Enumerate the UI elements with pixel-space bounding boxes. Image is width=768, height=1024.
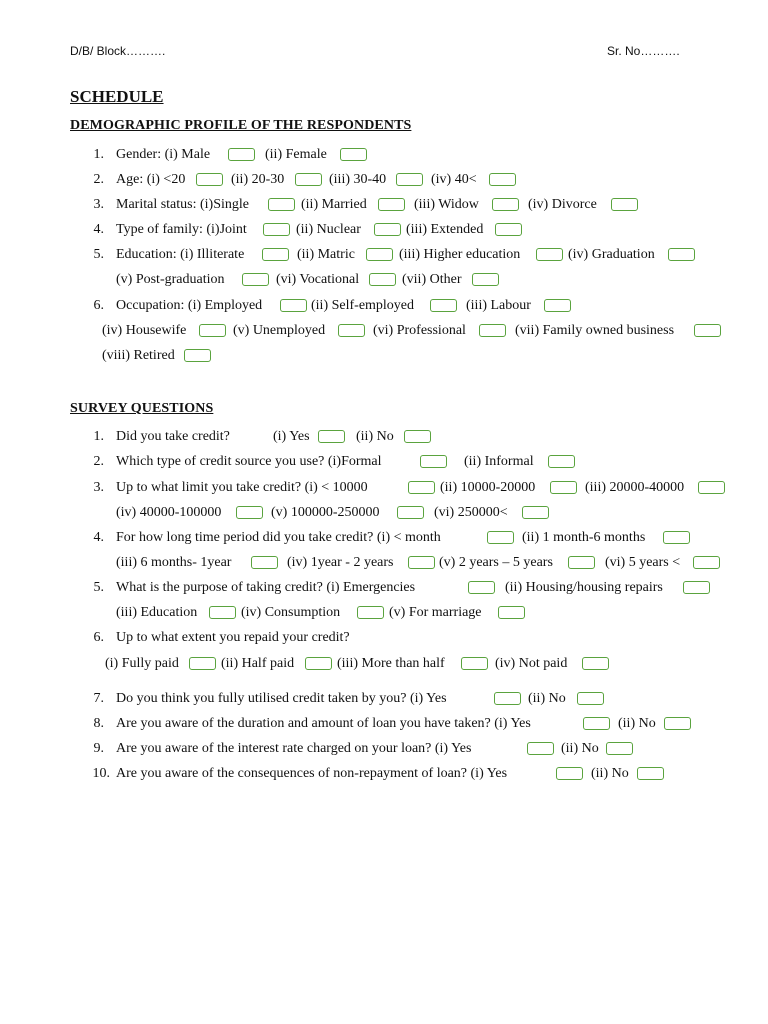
age-20-30-checkbox[interactable] <box>295 173 322 186</box>
age-20-30-label: (ii) 20-30 <box>231 172 285 187</box>
q3-100000-250000-checkbox[interactable] <box>397 506 424 519</box>
occupation-label: Occupation: (i) Employed <box>116 298 263 313</box>
q5-education-checkbox[interactable] <box>209 606 236 619</box>
q4-under-month-checkbox[interactable] <box>487 531 514 544</box>
q9-no-checkbox[interactable] <box>606 742 633 755</box>
family-type-label: Type of family: (i)Joint <box>116 222 247 237</box>
q3-over250000-checkbox[interactable] <box>522 506 549 519</box>
education-postgrad-label: (v) Post-graduation <box>116 272 225 287</box>
q6-text: Up to what extent you repaid your credit? <box>116 630 350 645</box>
q1-yes-label: (i) Yes <box>273 429 310 444</box>
marital-divorce-checkbox[interactable] <box>611 198 638 211</box>
marital-divorce-label: (iv) Divorce <box>528 197 597 212</box>
q5-housing-label: (ii) Housing/housing repairs <box>505 580 663 595</box>
q9-no-label: (ii) No <box>561 741 599 756</box>
item-number: 8. <box>93 716 104 731</box>
q5-marriage-checkbox[interactable] <box>498 606 525 619</box>
gender-label: Gender: (i) Male <box>116 147 211 162</box>
q4-over-5-years-checkbox[interactable] <box>693 556 720 569</box>
gender-female-checkbox[interactable] <box>340 148 367 161</box>
q6-not-paid-label: (iv) Not paid <box>495 656 568 671</box>
q8-yes-checkbox[interactable] <box>583 717 610 730</box>
occupation-self-employed-checkbox[interactable] <box>430 299 457 312</box>
education-graduation-checkbox[interactable] <box>668 248 695 261</box>
education-label: Education: (i) Illiterate <box>116 247 245 262</box>
education-higher-checkbox[interactable] <box>536 248 563 261</box>
q5-emergencies-checkbox[interactable] <box>468 581 495 594</box>
q3-over250000-label: (vi) 250000< <box>434 505 508 520</box>
age-30-40-checkbox[interactable] <box>396 173 423 186</box>
q5-text: What is the purpose of taking credit? (i) Emergencies <box>116 580 416 595</box>
item-number: 6. <box>93 298 104 313</box>
occupation-labour-checkbox[interactable] <box>544 299 571 312</box>
q2-formal-checkbox[interactable] <box>420 455 447 468</box>
q6-more-than-half-label: (iii) More than half <box>337 656 445 671</box>
q2-informal-checkbox[interactable] <box>548 455 575 468</box>
education-vocational-label: (vi) Vocational <box>276 272 360 287</box>
q8-no-label: (ii) No <box>618 716 656 731</box>
gender-female-label: (ii) Female <box>265 147 327 162</box>
q4-text: For how long time period did you take credit? (i) < month <box>116 530 441 545</box>
q4-1-6-months-checkbox[interactable] <box>663 531 690 544</box>
q4-1-6-months-label: (ii) 1 month-6 months <box>522 530 646 545</box>
q6-half-paid-label: (ii) Half paid <box>221 656 295 671</box>
q5-consumption-checkbox[interactable] <box>357 606 384 619</box>
q1-yes-checkbox[interactable] <box>318 430 345 443</box>
q6-fully-paid-checkbox[interactable] <box>189 657 216 670</box>
family-nuclear-label: (ii) Nuclear <box>296 222 361 237</box>
q1-no-label: (ii) No <box>356 429 394 444</box>
occupation-retired-label: (viii) Retired <box>102 348 175 363</box>
q8-text: Are you aware of the duration and amount of loan you have taken? (i) Yes <box>116 716 531 731</box>
age-label: Age: (i) <20 <box>116 172 186 187</box>
item-number: 1. <box>93 429 104 444</box>
q9-text: Are you aware of the interest rate charged on your loan? (i) Yes <box>116 741 472 756</box>
q4-1-2-years-label: (iv) 1year - 2 years <box>287 555 394 570</box>
item-number: 3. <box>93 480 104 495</box>
q2-informal-label: (ii) Informal <box>464 454 534 469</box>
demographic-heading: DEMOGRAPHIC PROFILE OF THE RESPONDENTS <box>70 118 412 133</box>
marital-widow-checkbox[interactable] <box>492 198 519 211</box>
age-30-40-label: (iii) 30-40 <box>329 172 387 187</box>
q7-no-checkbox[interactable] <box>577 692 604 705</box>
q10-no-checkbox[interactable] <box>637 767 664 780</box>
q3-text: Up to what limit you take credit? (i) < 10000 <box>116 480 368 495</box>
q3-40000-100000-checkbox[interactable] <box>236 506 263 519</box>
q6-half-paid-checkbox[interactable] <box>305 657 332 670</box>
item-number: 6. <box>93 630 104 645</box>
item-number: 2. <box>93 454 104 469</box>
q5-marriage-label: (v) For marriage <box>389 605 482 620</box>
marital-married-checkbox[interactable] <box>378 198 405 211</box>
education-graduation-label: (iv) Graduation <box>568 247 655 262</box>
occupation-unemployed-checkbox[interactable] <box>338 324 365 337</box>
q6-more-than-half-checkbox[interactable] <box>461 657 488 670</box>
education-vocational-checkbox[interactable] <box>369 273 396 286</box>
education-illiterate-checkbox[interactable] <box>262 248 289 261</box>
q3-40000-100000-label: (iv) 40000-100000 <box>116 505 222 520</box>
marital-married-label: (ii) Married <box>301 197 367 212</box>
occupation-professional-label: (vi) Professional <box>373 323 466 338</box>
q6-fully-paid-label: (i) Fully paid <box>105 656 179 671</box>
item-number: 10. <box>92 766 110 781</box>
education-higher-label: (iii) Higher education <box>399 247 521 262</box>
occupation-unemployed-label: (v) Unemployed <box>233 323 326 338</box>
q7-text: Do you think you fully utilised credit taken by you? (i) Yes <box>116 691 447 706</box>
item-number: 7. <box>93 691 104 706</box>
q7-no-label: (ii) No <box>528 691 566 706</box>
q4-over-5-years-label: (vi) 5 years < <box>605 555 681 570</box>
age-over40-checkbox[interactable] <box>489 173 516 186</box>
marital-widow-label: (iii) Widow <box>414 197 479 212</box>
q8-no-checkbox[interactable] <box>664 717 691 730</box>
occupation-family-business-label: (vii) Family owned business <box>515 323 675 338</box>
q3-20000-40000-checkbox[interactable] <box>698 481 725 494</box>
occupation-retired-checkbox[interactable] <box>184 349 211 362</box>
age-over40-label: (iv) 40< <box>431 172 477 187</box>
occupation-housewife-label: (iv) Housewife <box>102 323 187 338</box>
occupation-housewife-checkbox[interactable] <box>199 324 226 337</box>
q10-yes-checkbox[interactable] <box>556 767 583 780</box>
q4-6m-1y-label: (iii) 6 months- 1year <box>116 555 232 570</box>
family-joint-checkbox[interactable] <box>263 223 290 236</box>
item-number: 4. <box>93 530 104 545</box>
q3-10000-20000-checkbox[interactable] <box>550 481 577 494</box>
q5-education-label: (iii) Education <box>116 605 198 620</box>
q5-consumption-label: (iv) Consumption <box>241 605 341 620</box>
q4-1-2-years-checkbox[interactable] <box>408 556 435 569</box>
occupation-labour-label: (iii) Labour <box>466 298 531 313</box>
family-extended-checkbox[interactable] <box>495 223 522 236</box>
occupation-self-employed-label: (ii) Self-employed <box>311 298 415 313</box>
marital-status-label: Marital status: (i)Single <box>116 197 249 212</box>
survey-heading: SURVEY QUESTIONS <box>70 401 214 416</box>
q4-2-5-years-checkbox[interactable] <box>568 556 595 569</box>
item-number: 4. <box>93 222 104 237</box>
marital-single-checkbox[interactable] <box>268 198 295 211</box>
family-extended-label: (iii) Extended <box>406 222 484 237</box>
q10-text: Are you aware of the consequences of non-repayment of loan? (i) Yes <box>116 766 508 781</box>
q9-yes-checkbox[interactable] <box>527 742 554 755</box>
q1-no-checkbox[interactable] <box>404 430 431 443</box>
q4-6m-1y-checkbox[interactable] <box>251 556 278 569</box>
q2-text: Which type of credit source you use? (i)Formal <box>116 454 382 469</box>
education-matric-checkbox[interactable] <box>366 248 393 261</box>
q3-under10000-checkbox[interactable] <box>408 481 435 494</box>
occupation-professional-checkbox[interactable] <box>479 324 506 337</box>
item-number: 5. <box>93 247 104 262</box>
q6-not-paid-checkbox[interactable] <box>582 657 609 670</box>
occupation-family-business-checkbox[interactable] <box>694 324 721 337</box>
item-number: 9. <box>93 741 104 756</box>
family-nuclear-checkbox[interactable] <box>374 223 401 236</box>
education-other-label: (vii) Other <box>402 272 462 287</box>
item-number: 2. <box>93 172 104 187</box>
item-number: 3. <box>93 197 104 212</box>
q3-100000-250000-label: (v) 100000-250000 <box>271 505 380 520</box>
q4-2-5-years-label: (v) 2 years – 5 years <box>439 555 553 570</box>
q3-20000-40000-label: (iii) 20000-40000 <box>585 480 685 495</box>
q3-10000-20000-label: (ii) 10000-20000 <box>440 480 536 495</box>
q5-housing-checkbox[interactable] <box>683 581 710 594</box>
serial-number-label: Sr. No………. <box>607 44 680 58</box>
gender-male-checkbox[interactable] <box>228 148 255 161</box>
item-number: 5. <box>93 580 104 595</box>
q1-text: Did you take credit? <box>116 429 230 444</box>
item-number: 1. <box>93 147 104 162</box>
page-title: SCHEDULE <box>70 87 164 106</box>
age-under20-checkbox[interactable] <box>196 173 223 186</box>
q7-yes-checkbox[interactable] <box>494 692 521 705</box>
education-matric-label: (ii) Matric <box>297 247 355 262</box>
occupation-employed-checkbox[interactable] <box>280 299 307 312</box>
education-other-checkbox[interactable] <box>472 273 499 286</box>
education-postgrad-checkbox[interactable] <box>242 273 269 286</box>
block-label: D/B/ Block………. <box>70 44 166 58</box>
q10-no-label: (ii) No <box>591 766 629 781</box>
